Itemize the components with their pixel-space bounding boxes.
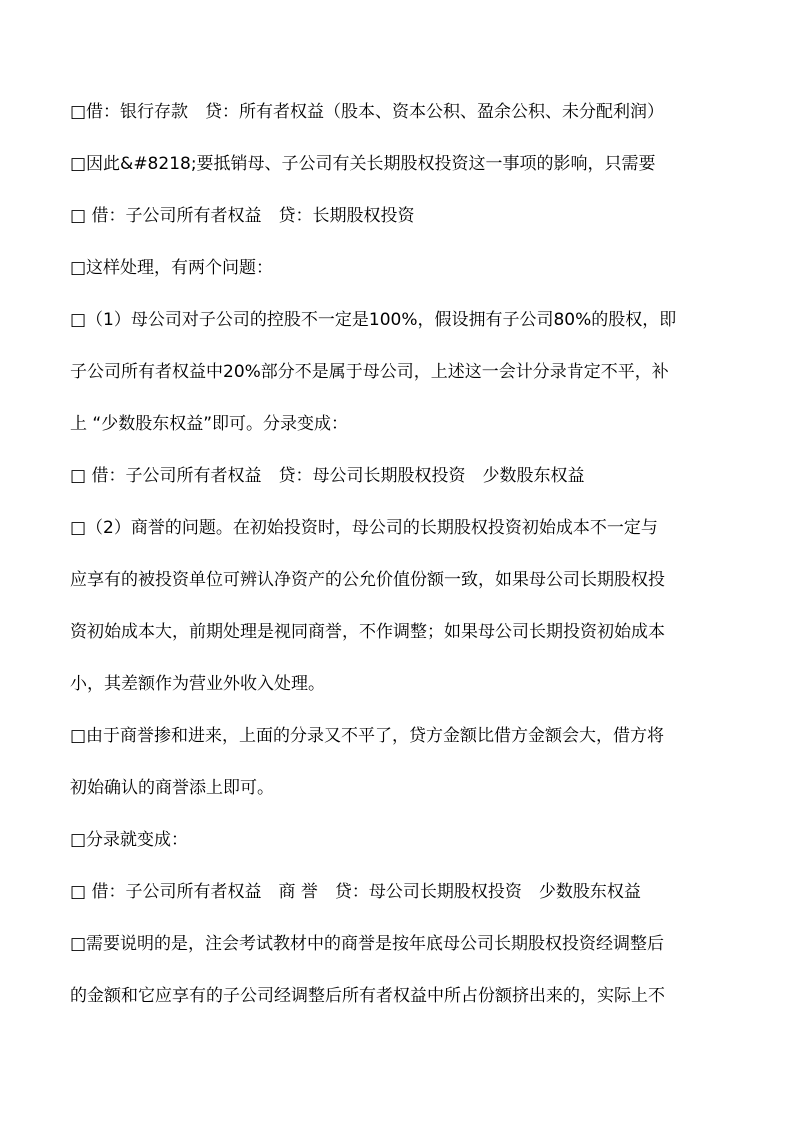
text-line: □这样处理，有两个问题：: [70, 258, 274, 278]
document-body: [70, 102, 730, 1006]
text-line: □借：银行存款 贷：所有者权益（股本、资本公积、盈余公积、未分配利润）: [70, 102, 665, 122]
text-line: □ 借：子公司所有者权益 商 誉 贷：母公司长期股权投资 少数股东权益: [70, 882, 641, 902]
text-line: □ 借：子公司所有者权益 贷：母公司长期股权投资 少数股东权益: [70, 466, 585, 486]
text-line: □ 借：子公司所有者权益 贷：长期股权投资: [70, 206, 415, 226]
text-line: 的金额和它应享有的子公司经调整后所有者权益中所占份额挤出来的，实际上不: [70, 986, 665, 1006]
text-line: 应享有的被投资单位可辨认净资产的公允价值份额一致，如果母公司长期股权投: [70, 570, 665, 590]
text-line: □由于商誉掺和进来，上面的分录又不平了，贷方金额比借方金额会大，借方将: [70, 726, 665, 746]
text-line: 上 “少数股东权益”即可。分录变成：: [70, 414, 349, 434]
text-line: □因此&#8218;要抵销母、子公司有关长期股权投资这一事项的影响，只需要: [70, 154, 656, 174]
text-line: 资初始成本大，前期处理是视同商誉，不作调整；如果母公司长期投资初始成本: [70, 622, 665, 642]
text-line: □（2）商誉的问题。在初始投资时，母公司的长期股权投资初始成本不一定与: [70, 518, 658, 538]
text-line: □（1）母公司对子公司的控股不一定是100%，假设拥有子公司80%的股权，即: [70, 310, 677, 330]
text-line: □分录就变成：: [70, 830, 189, 850]
text-line: □需要说明的是，注会考试教材中的商誉是按年底母公司长期股权投资经调整后: [70, 934, 665, 954]
text-line: 子公司所有者权益中20%部分不是属于母公司，上述这一会计分录肯定不平，补: [70, 362, 669, 382]
text-line: 初始确认的商誉添上即可。: [70, 778, 274, 798]
text-line: 小，其差额作为营业外收入处理。: [70, 674, 325, 694]
